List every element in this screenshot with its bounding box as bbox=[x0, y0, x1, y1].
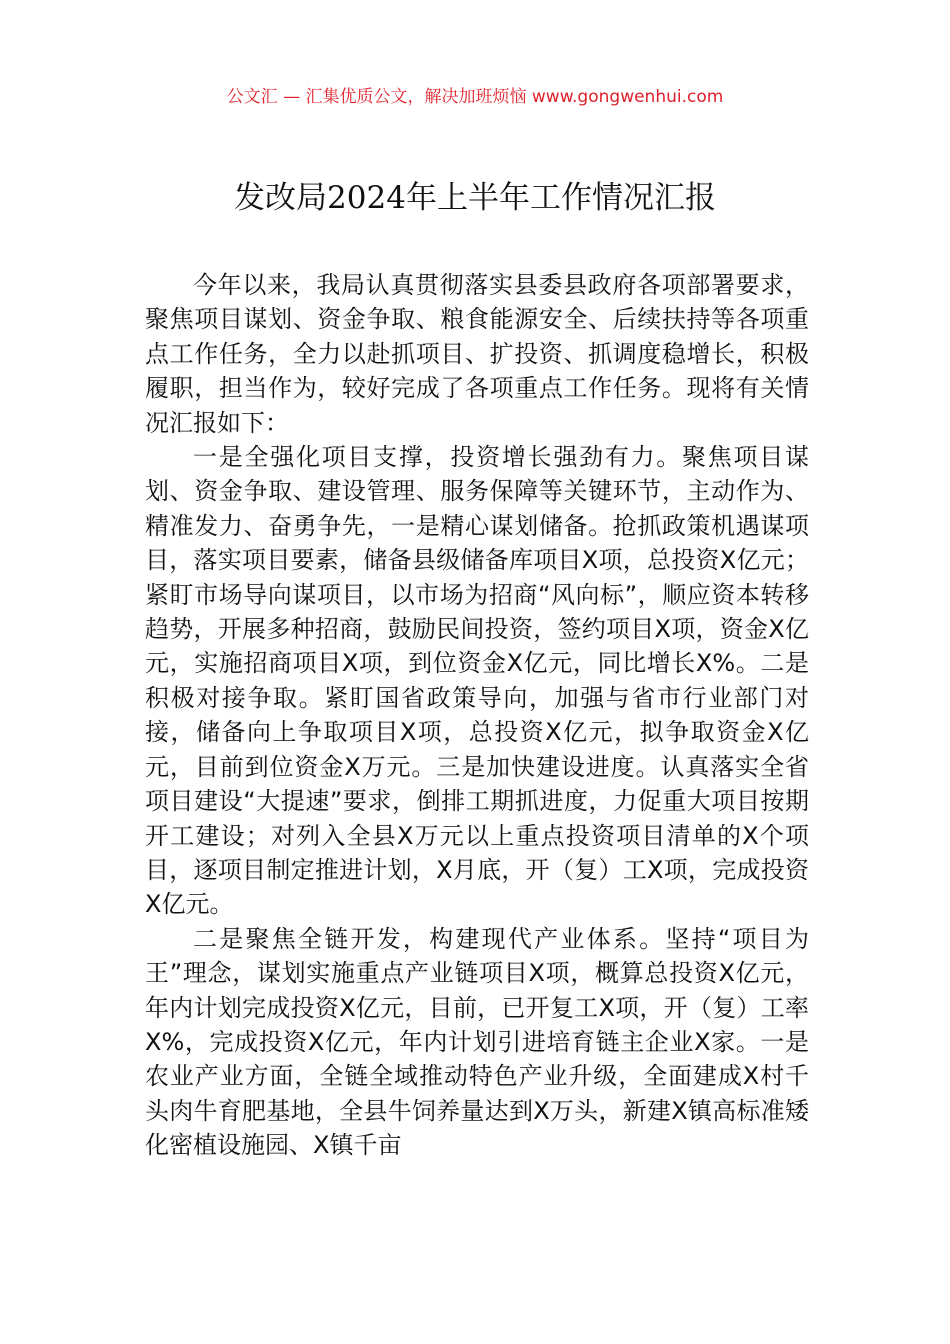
document-body bbox=[145, 268, 809, 1163]
watermark-header: 公文汇 — 汇集优质公文，解决加班烦恼 www.gongwenhui.com bbox=[226, 87, 724, 107]
document-title: 发改局2024年上半年工作情况汇报 bbox=[234, 180, 716, 216]
paragraph-industry-chain: 二是聚焦全链开发，构建现代产业体系。坚持“项目为王”理念，谋划实施重点产业链项目X项，概算总投资X亿元，年内计划完成投资X亿元，目前，已开复工X项，开（复）工率X%，完成投资X亿元，年内计划引进培育链主企业X家。一是农业产业方面，全链全域推动特色产业升级，全面建成X村千头肉牛育肥基地，全县牛饲养量达到X万头，新建X镇高标准矮化密植设施园、X镇千亩 bbox=[145, 924, 809, 1160]
paragraph-intro: 今年以来，我局认真贯彻落实县委县政府各项部署要求，聚焦项目谋划、资金争取、粮食能源安全、后续扶持等各项重点工作任务，全力以赴抓项目、扩投资、抓调度稳增长，积极履职，担当作为，较好完成了各项重点工作任务。现将有关情况汇报如下： bbox=[145, 271, 809, 437]
paragraph-project-support: 一是全强化项目支撑，投资增长强劲有力。聚焦项目谋划、资金争取、建设管理、服务保障等关键环节，主动作为、精准发力、奋勇争先，一是精心谋划储备。抢抓政策机遇谋项目，落实项目要素，储备县级储备库项目X项，总投资X亿元；紧盯市场导向谋项目，以市场为招商“风向标”，顺应资本转移趋势，开展多种招商，鼓励民间投资，签约项目X项，资金X亿元，实施招商项目X项，到位资金X亿元，同比增长X%。二是积极对接争取。紧盯国省政策导向，加强与省市行业部门对接，储备向上争取项目X项，总投资X亿元，拟争取资金X亿元，目前到位资金X万元。三是加快建设进度。认真落实全省项目建设“大提速”要求，倒排工期抓进度，力促重大项目按期开工建设；对列入全县X万元以上重点投资项目清单的X个项目，逐项目制定推进计划，X月底，开（复）工X项，完成投资X亿元。 bbox=[145, 443, 809, 919]
